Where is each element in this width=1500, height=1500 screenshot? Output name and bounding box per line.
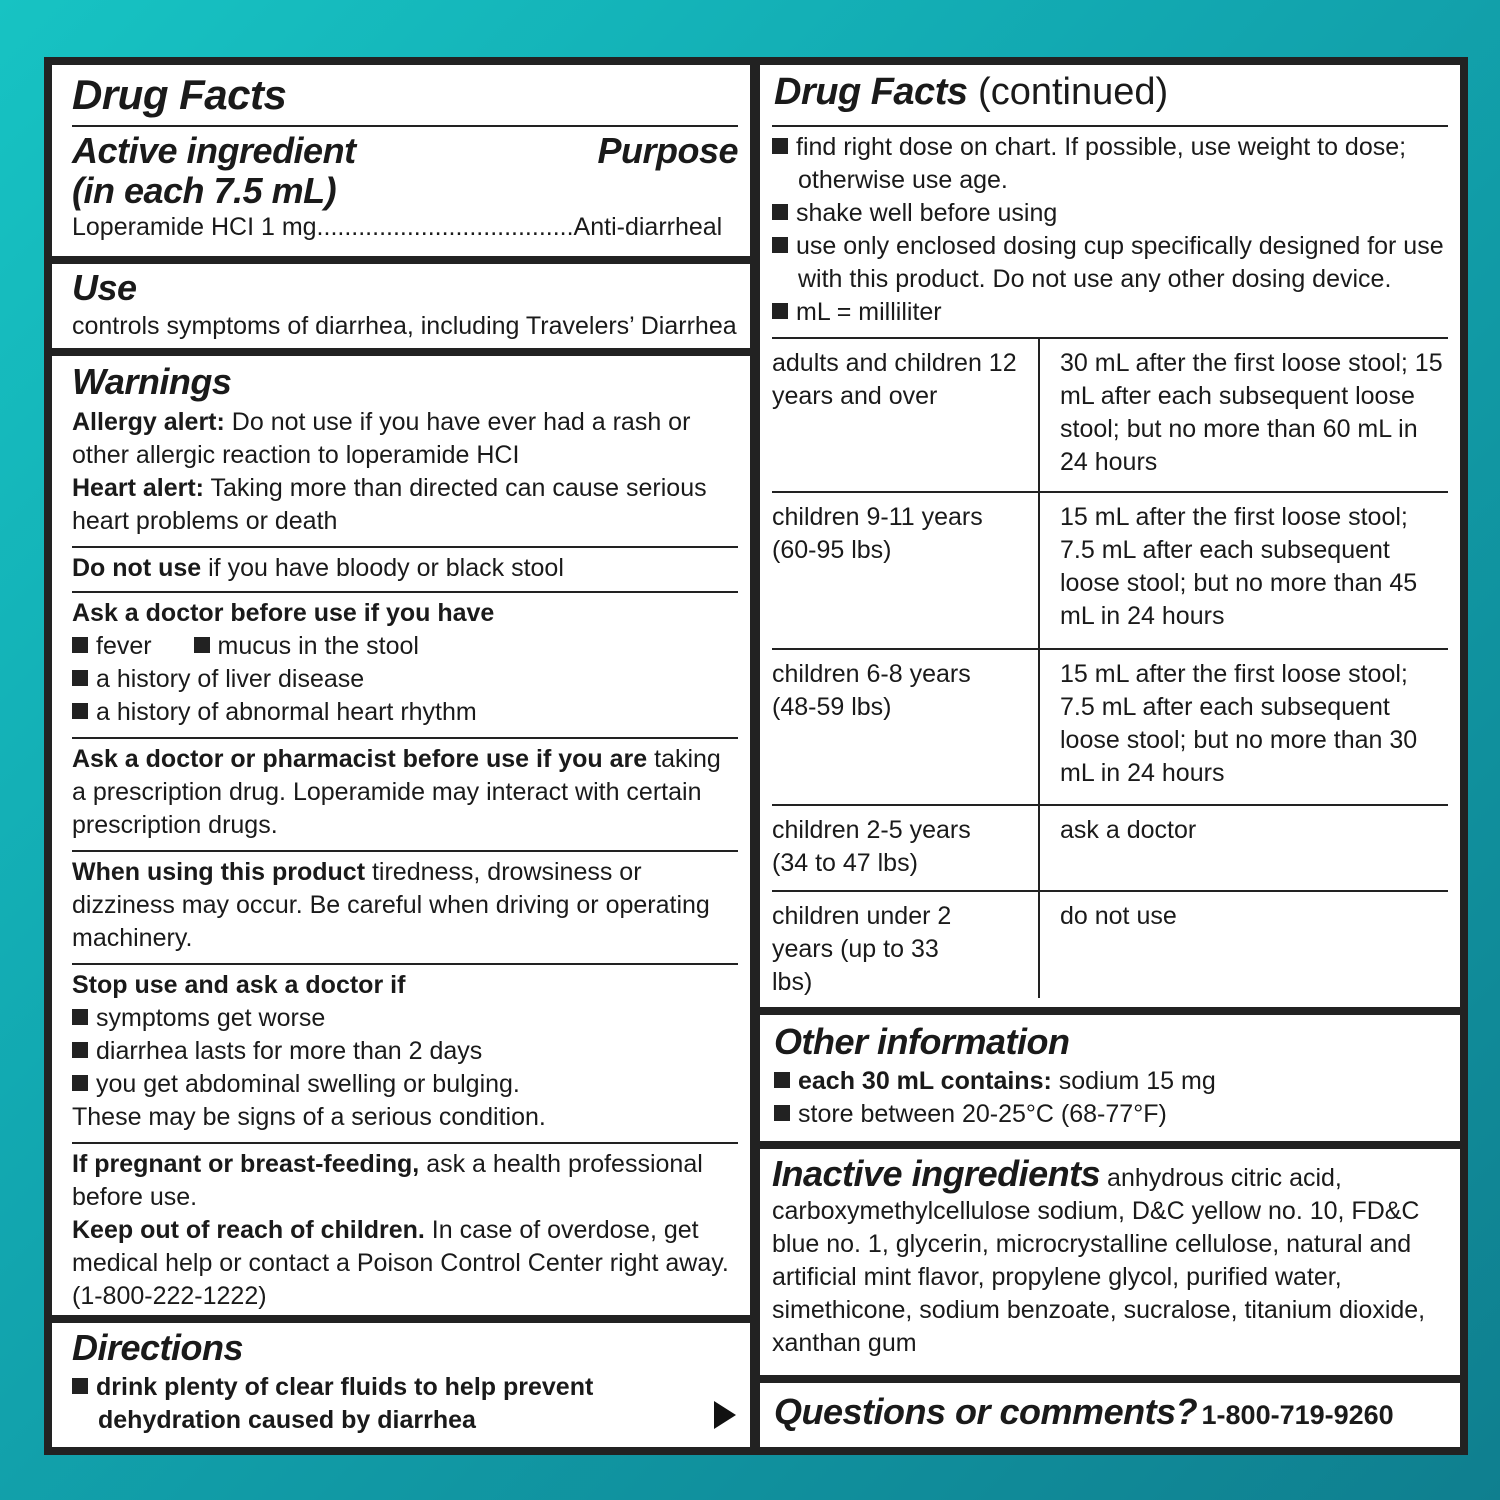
dose-cell: 15 mL after the first loose stool; 7.5 mL after each subsequent loose stool; but no more than 45 mL in 24 hours <box>1038 493 1448 648</box>
directions-heading: Directions <box>72 1327 244 1368</box>
bullet-icon <box>72 703 88 719</box>
allergy-alert: Allergy alert: Do not use if you have ever had a rash or other allergic reaction to loperamide HCI <box>72 408 691 469</box>
dose-cell: 30 mL after the first loose stool; 15 mL after each subsequent loose stool; but no more than 60 mL in 24 hours <box>1038 339 1448 491</box>
age-cell: adults and children 12 years and over <box>772 349 1017 410</box>
list-item: mL = milliliter <box>772 296 1448 329</box>
inactive-ingredients-heading: Inactive ingredients <box>772 1153 1101 1194</box>
questions-panel <box>760 1383 1460 1447</box>
bullet-icon <box>72 1075 88 1091</box>
age-cell: children 2-5 years (34 to 47 lbs) <box>772 816 971 877</box>
list-item: you get abdominal swelling or bulging. <box>72 1068 738 1101</box>
ingredient-line: Loperamide HCI 1 mg.....................................Anti-diarrheal <box>72 213 723 241</box>
questions-heading: Questions or comments? <box>774 1391 1198 1432</box>
bullet-icon <box>72 1009 88 1025</box>
dose-cell: ask a doctor <box>1038 806 1448 890</box>
bullet-icon <box>772 204 788 220</box>
table-row <box>772 648 1448 804</box>
active-ingredient-panel <box>52 65 750 256</box>
list-item: use only enclosed dosing cup specifically designed for use with this product. Do not use any other dosing device. <box>772 230 1448 296</box>
stop-use-heading: Stop use and ask a doctor if <box>72 971 406 999</box>
questions-phone: 1-800-719-9260 <box>1201 1400 1394 1430</box>
warnings-panel <box>52 356 750 1315</box>
questions-line <box>774 1389 1448 1435</box>
list-item: symptoms get worse <box>72 1002 738 1035</box>
continue-arrow-icon <box>714 1401 736 1429</box>
pregnancy-warning: If pregnant or breast-feeding, ask a health professional before use. <box>72 1150 703 1211</box>
bullet-icon <box>72 670 88 686</box>
warnings-heading: Warnings <box>72 361 232 402</box>
bullet-icon <box>72 1378 88 1394</box>
keep-out-of-reach: Keep out of reach of children. In case of overdose, get medical help or contact a Poison Control Center right away. (1-800-222-1222) <box>72 1216 729 1310</box>
inactive-ingredients-panel <box>760 1149 1460 1375</box>
dose-cell: do not use <box>1038 892 1448 998</box>
do-not-use: Do not use if you have bloody or black stool <box>72 554 564 582</box>
use-text: controls symptoms of diarrhea, including Travelers’ Diarrhea <box>72 312 737 340</box>
list-item: store between 20-25°C (68-77°F) <box>774 1098 1448 1131</box>
table-row <box>772 337 1448 491</box>
directions-continued-panel <box>760 65 1460 1007</box>
bullet-icon <box>772 237 788 253</box>
age-cell: children under 2 years (up to 33 lbs) <box>772 902 952 996</box>
active-ingredient-subheading: (in each 7.5 mL) <box>72 170 337 211</box>
bullet-icon <box>72 1042 88 1058</box>
bullet-icon <box>774 1072 790 1088</box>
list-item: diarrhea lasts for more than 2 days <box>72 1035 738 1068</box>
purpose-heading: Purpose <box>597 130 738 171</box>
when-using: When using this product tiredness, drowsiness or dizziness may occur. Be careful when driving or operating machinery. <box>72 858 710 952</box>
other-information-heading: Other information <box>774 1021 1070 1062</box>
directions-panel <box>52 1323 750 1447</box>
age-cell: children 6-8 years (48-59 lbs) <box>772 660 971 721</box>
heart-alert: Heart alert: Taking more than directed can cause serious heart problems or death <box>72 474 707 535</box>
drug-facts-title: Drug Facts <box>72 71 287 118</box>
ask-pharmacist: Ask a doctor or pharmacist before use if you are taking a prescription drug. Loperamide may interact with certain prescription drugs. <box>72 745 721 839</box>
bullet-icon <box>72 637 88 653</box>
age-cell: children 9-11 years (60-95 lbs) <box>772 503 983 564</box>
list-item: shake well before using <box>772 197 1448 230</box>
table-row <box>772 491 1448 648</box>
list-item: a history of abnormal heart rhythm <box>72 696 738 729</box>
dosage-table <box>772 337 1448 998</box>
list-item: each 30 mL contains: sodium 15 mg <box>774 1065 1448 1098</box>
ask-doctor-list-row: fever mucus in the stool <box>72 630 738 663</box>
table-row <box>772 804 1448 890</box>
drug-facts-label <box>44 57 1468 1455</box>
active-ingredient-heading: Active ingredient <box>72 130 356 171</box>
table-row <box>772 890 1448 998</box>
drug-facts-continued-title: Drug Facts (continued) <box>774 71 1169 113</box>
use-heading: Use <box>72 267 137 308</box>
bullet-icon <box>772 138 788 154</box>
list-item: a history of liver disease <box>72 663 738 696</box>
ask-doctor-heading: Ask a doctor before use if you have <box>72 599 495 627</box>
bullet-icon <box>194 637 210 653</box>
stop-use-note: These may be signs of a serious condition. <box>72 1103 546 1131</box>
inactive-ingredients: Inactive ingredients anhydrous citric acid, carboxymethylcellulose sodium, D&C yellow no. 10, FD&C blue no. 1, glycerin, microcrystalline cellulose, natural and artificial mint flavor, propylene glycol, purified water, simethicone, sodium benzoate, sucralose, titanium dioxide, xanthan gum <box>772 1153 1426 1357</box>
list-item: find right dose on chart. If possible, use weight to dose; otherwise use age. <box>772 131 1448 197</box>
bullet-icon <box>772 303 788 319</box>
dose-cell: 15 mL after the first loose stool; 7.5 mL after each subsequent loose stool; but no more than 30 mL in 24 hours <box>1038 650 1448 804</box>
other-information-panel <box>760 1015 1460 1141</box>
bullet-icon <box>774 1105 790 1121</box>
list-item: drink plenty of clear fluids to help prevent dehydration caused by diarrhea <box>72 1371 658 1437</box>
use-panel <box>52 264 750 348</box>
